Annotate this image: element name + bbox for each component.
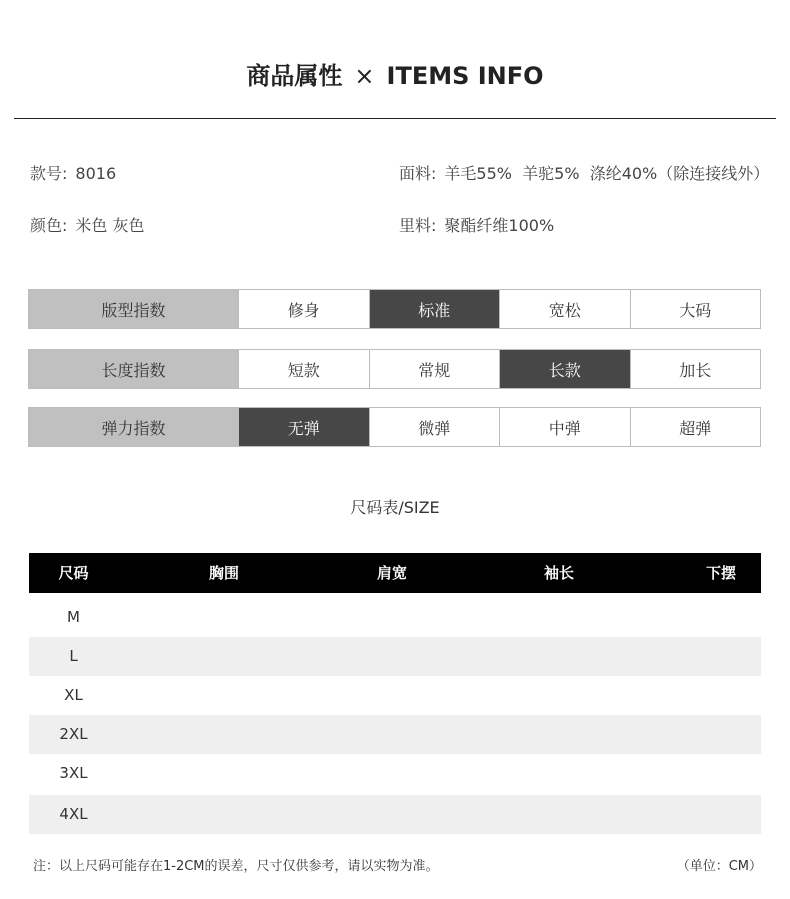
title-en: ITEMS INFO bbox=[386, 62, 544, 90]
size-cell: 2XL bbox=[59, 725, 88, 743]
length-option: 加长 bbox=[630, 350, 761, 388]
fabric-label: 面料: bbox=[399, 164, 437, 183]
fit-option: 修身 bbox=[238, 290, 369, 328]
color-info bbox=[30, 213, 145, 236]
elasticity-option: 微弹 bbox=[369, 408, 500, 446]
table-row bbox=[29, 795, 761, 834]
table-row bbox=[29, 754, 761, 793]
lining-value: 聚酯纤维100% bbox=[444, 216, 555, 235]
table-row bbox=[29, 598, 761, 637]
length-option: 短款 bbox=[238, 350, 369, 388]
size-cell: XL bbox=[64, 686, 83, 704]
header-sleeve: 袖长 bbox=[543, 564, 574, 582]
length-index-row bbox=[28, 349, 761, 389]
style-number-value: 8016 bbox=[75, 164, 117, 183]
size-chart-title: 尺码表/SIZE bbox=[350, 498, 440, 517]
size-cell: L bbox=[69, 647, 78, 665]
size-cell: 4XL bbox=[59, 805, 88, 823]
fit-option: 大码 bbox=[630, 290, 761, 328]
length-option: 长款 bbox=[499, 350, 630, 388]
table-row bbox=[29, 715, 761, 754]
size-cell: M bbox=[67, 608, 80, 626]
size-cell: 3XL bbox=[59, 764, 88, 782]
section-title bbox=[0, 56, 790, 91]
length-index-label: 长度指数 bbox=[29, 350, 238, 388]
size-table-header bbox=[29, 553, 761, 593]
unit-note: （单位：CM） bbox=[676, 859, 762, 874]
elasticity-option: 中弹 bbox=[499, 408, 630, 446]
header-chest: 胸围 bbox=[208, 564, 239, 582]
fit-option: 宽松 bbox=[499, 290, 630, 328]
fabric-info bbox=[399, 161, 769, 184]
table-row bbox=[29, 637, 761, 676]
title-separator: × bbox=[354, 62, 375, 90]
measurement-note: 注：以上尺码可能存在1-2CM的误差，尺寸仅供参考，请以实物为准。 bbox=[33, 859, 439, 874]
elasticity-option: 无弹 bbox=[238, 408, 369, 446]
color-value: 米色 灰色 bbox=[75, 216, 145, 235]
elasticity-option: 超弹 bbox=[630, 408, 761, 446]
fabric-value: 羊毛55% 羊驼5% 涤纶40%（除连接线外） bbox=[444, 164, 770, 183]
header-hem: 下摆 bbox=[705, 564, 736, 582]
header-shoulder: 肩宽 bbox=[376, 564, 407, 582]
title-cn: 商品属性 bbox=[246, 62, 343, 90]
fit-index-label: 版型指数 bbox=[29, 290, 238, 328]
lining-info bbox=[399, 213, 554, 236]
style-number bbox=[30, 161, 116, 184]
style-number-label: 款号: bbox=[30, 164, 68, 183]
table-row bbox=[29, 676, 761, 715]
lining-label: 里料: bbox=[399, 216, 437, 235]
elasticity-index-label: 弹力指数 bbox=[29, 408, 238, 446]
fit-option: 标准 bbox=[369, 290, 500, 328]
header-size: 尺码 bbox=[58, 564, 89, 582]
color-label: 颜色: bbox=[30, 216, 68, 235]
title-divider bbox=[14, 118, 776, 119]
elasticity-index-row bbox=[28, 407, 761, 447]
length-option: 常规 bbox=[369, 350, 500, 388]
fit-index-row bbox=[28, 289, 761, 329]
